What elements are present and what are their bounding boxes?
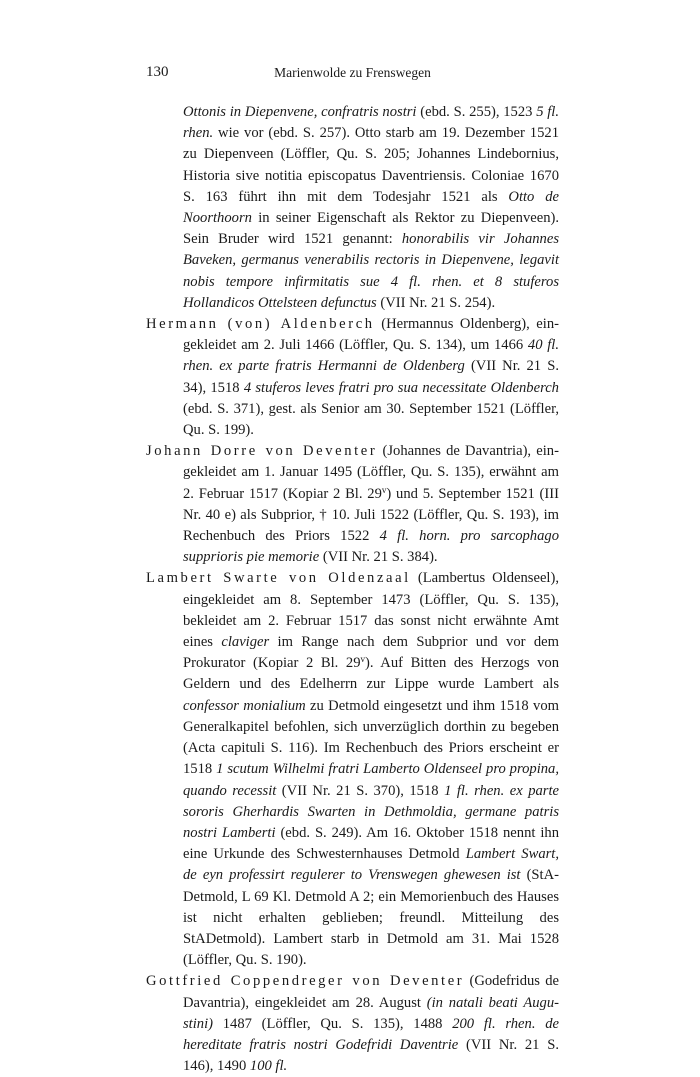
running-head: Marienwolde zu Frenswegen <box>274 65 431 80</box>
page-number: 130 <box>146 64 169 80</box>
page-header <box>146 64 559 84</box>
entry-lambert-swarte: Lambert Swarte von Oldenzaal (Lambertus Oldenseel), eingekleidet am 8. September 1473 (Löffler, Qu. S. 135), bekleidet am 2. Februar 1517 das sonst nicht erwähnte Amt eines claviger im Range nach dem Subprior und vor dem Prokurator (Kopiar 2 Bl. 29$^v$). Auf Bitten des Herzogs von Geldern und des Edelherrn zur Lippe wurde Lambert als confessor monialium zu Detmold eingesetzt und ihm 1518 vom Generalkapitel befohlen, sich unverzüglich dorthin zu begeben (Acta capituli S. 116). Im Rechenbuch des Priors erscheint er 1518 1 scutum Wilhelmi fratri Lamberto Oldenseel pro propina, quando recessit (VII Nr. 21 S. 370), 1518 1 fl. rhen. ex parte sororis Gherhardis Swarten in Dethmoldia, germane patris nostri Lamberti (ebd. S. 249). Am 16. Oktober 1518 nennt ihn eine Urkunde des Schwesternhauses Detmold Lambert Swart, de eyn professirt regulerer to Vrenswegen ghewesen ist (StA-Detmold, L 69 Kl. Detmold A 2; ein Memorienbuch des Hauses ist nicht erhalten geblieben; freundl. Mitteilung des StADetmold). Lambert starb in Detmold am 31. Mai 1528 (Löffler, Qu. S. 190). <box>146 570 559 969</box>
entry-johann-dorre: Johann Dorre von Deventer (Johannes de Davantria), eingekleidet am 1. Januar 1495 (Löffler, Qu. S. 135), erwähnt am 2. Februar 1517 (Kopiar 2 Bl. 29$^v$) und 5. September 1521 (III Nr. 40 e) als Subprior, † 10. Juli 1522 (Löffler, Qu. S. 193), im Rechenbuch des Priors 1522 4 fl. horn. pro sarcophago supprioris pie memorie (VII Nr. 21 S. 384). <box>146 443 559 566</box>
entry-gottfried-coppendreger: Gottfried Coppendreger von Deventer (Godefridus de Davantria), eingekleidet am 28. August (in natali beati Augustini) 1487 (Löffler, Qu. S. 135), 1488 200 fl. rhen. de hereditate fratris nostri Godefridi Daventrie (VII Nr. 21 S. 146), 1490 100 fl. <box>146 973 560 1075</box>
entry-hermann-aldenberch: Hermann (von) Aldenberch (Hermannus Oldenberg), eingekleidet am 2. Juli 1466 (Löffler, Qu. S. 134), um 1466 40 fl. rhen. ex parte fratris Hermanni de Oldenberg (VII Nr. 21 S. 34), 1518 4 stuferos leves fratri pro sua necessitate Oldenberch (ebd. S. 371), gest. als Senior am 30. September 1521 (Löffler, Qu. S. 199). <box>146 316 560 439</box>
body-text <box>146 102 559 1077</box>
entry-continuation: Ottonis in Diepenvene, confratris nostri (ebd. S. 255), 1523 5 fl. rhen. wie vor (ebd. S. 257). Otto starb am 19. Dezember 1521 zu Diepenveen (Löffler, Qu. S. 205; Johannes Lindebornius, Historia sive notitia episcopatus Daventriensis. Coloniae 1670 S. 163 führt ihn mit dem Todesjahr 1521 als Otto de Noorthoorn in seiner Eigenschaft als Rektor zu Diepenveen). Sein Bruder wird 1521 genannt: honorabilis vir Johannes Baveken, germanus venerabilis rectoris in Diepenvene, legavit nobis tempore infirmitatis sue 4 fl. rhen. et 8 stuferos Hollandicos Ottelsteen defunctus (VII Nr. 21 S. 254). <box>183 104 560 311</box>
